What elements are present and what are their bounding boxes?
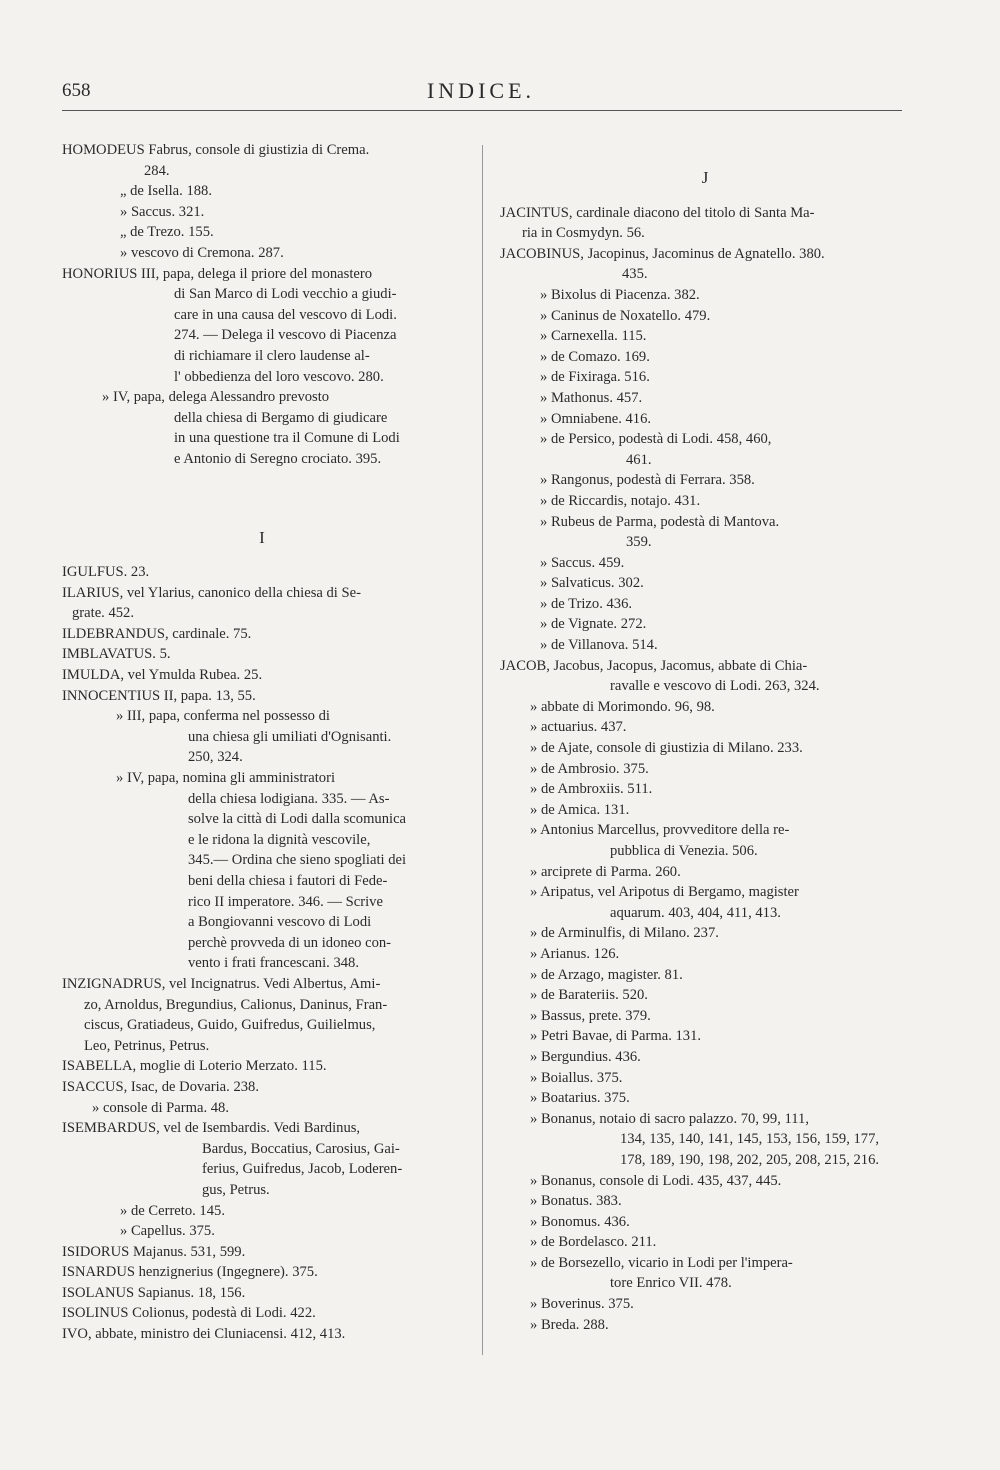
section-letter: I <box>259 527 265 547</box>
index-line: » Omniabene. 416. <box>540 410 652 427</box>
index-line: care in una causa del vescovo di Lodi. <box>174 306 397 323</box>
index-line: » Breda. 288. <box>530 1316 609 1333</box>
index-entry <box>62 140 462 264</box>
index-line: ISABELLA, moglie di Loterio Merzato. 115. <box>62 1058 327 1075</box>
index-line: » Bonanus, console di Lodi. 435, 437, 445. <box>530 1172 782 1189</box>
index-line: » Bonatus. 383. <box>530 1193 622 1210</box>
index-line: » Aripatus, vel Aripotus di Bergamo, magister <box>530 884 799 901</box>
index-entry <box>500 244 910 656</box>
index-entry <box>62 1283 462 1304</box>
index-line: » de Fixiraga. 516. <box>540 369 650 386</box>
header-rule <box>62 110 902 111</box>
index-line: » Caninus de Noxatello. 479. <box>540 307 711 324</box>
index-entry <box>62 686 462 707</box>
index-entry <box>62 1077 462 1118</box>
index-line: » Boverinus. 375. <box>530 1296 634 1313</box>
index-line: JACOBINUS, Jacopinus, Jacominus de Agnatello. 380. <box>500 245 825 262</box>
index-line: » de Cerreto. 145. <box>120 1202 225 1219</box>
index-entry <box>62 1056 462 1077</box>
index-line: grate. 452. <box>72 605 135 622</box>
index-line: » Salvaticus. 302. <box>540 575 644 592</box>
page-number: 658 <box>62 80 91 101</box>
index-line: vento i frati francescani. 348. <box>188 955 359 972</box>
index-line: 134, 135, 140, 141, 145, 153, 156, 159, 177, <box>620 1131 880 1148</box>
index-entry <box>62 1118 462 1242</box>
index-line: » de Bordelasco. 211. <box>530 1234 657 1251</box>
index-line: » Mathonus. 457. <box>540 389 643 406</box>
index-entry <box>62 974 462 1056</box>
index-line: » de Persico, podestà di Lodi. 458, 460, <box>540 431 772 448</box>
index-line: » de Comazo. 169. <box>540 348 650 365</box>
index-entry <box>62 562 462 583</box>
index-line: ILARIUS, vel Ylarius, canonico della chiesa di Se- <box>62 584 361 601</box>
index-entry <box>500 656 910 1336</box>
index-line: ILDEBRANDUS, cardinale. 75. <box>62 625 252 642</box>
index-line: » Boiallus. 375. <box>530 1069 623 1086</box>
index-line: una chiesa gli umiliati d'Ognisanti. <box>188 728 392 745</box>
index-line: ISACCUS, Isac, de Dovaria. 238. <box>62 1078 259 1095</box>
index-line: » Boatarius. 375. <box>530 1090 630 1107</box>
index-line: » Capellus. 375. <box>120 1223 215 1240</box>
index-line: l' obbedienza del loro vescovo. 280. <box>174 368 384 385</box>
left-index-column <box>62 140 462 1345</box>
index-line: » de Ambroxiis. 511. <box>530 781 653 798</box>
index-line: » de Villanova. 514. <box>540 637 658 654</box>
index-line: Leo, Petrinus, Petrus. <box>84 1037 210 1054</box>
index-line: aquarum. 403, 404, 411, 413. <box>610 904 781 921</box>
index-line: e Antonio di Seregno crociato. 395. <box>174 450 382 467</box>
index-line: 274. — Delega il vescovo di Piacenza <box>174 327 397 344</box>
index-line: JACOB, Jacobus, Jacopus, Jacomus, abbate di Chia- <box>500 657 808 674</box>
index-line: » Rubeus de Parma, podestà di Mantova. <box>540 513 780 530</box>
index-line: 345.— Ordina che sieno spogliati dei <box>188 852 407 869</box>
index-line: 284. <box>144 162 170 179</box>
index-line: » IV, papa, nomina gli amministratori <box>116 770 336 787</box>
index-line: JACINTUS, cardinale diacono del titolo di Santa Ma- <box>500 204 815 221</box>
index-line: » Rangonus, podestà di Ferrara. 358. <box>540 472 755 489</box>
index-entry <box>500 203 910 244</box>
index-line: » console di Parma. 48. <box>92 1099 229 1116</box>
index-line: IMULDA, vel Ymulda Rubea. 25. <box>62 667 263 684</box>
index-line: perchè provveda di un idoneo con- <box>188 934 392 951</box>
index-line: INNOCENTIUS II, papa. 13, 55. <box>62 687 256 704</box>
index-line: » de Ambrosio. 375. <box>530 760 649 777</box>
index-line: » III, papa, conferma nel possesso di <box>116 708 330 725</box>
index-line: a Bongiovanni vescovo di Lodi <box>188 914 372 931</box>
right-index-column <box>500 140 910 1335</box>
index-line: solve la città di Lodi dalla scomunica <box>188 811 407 828</box>
index-entry <box>62 1324 462 1345</box>
index-line: ria in Cosmydyn. 56. <box>522 225 645 242</box>
index-line: » IV, papa, delega Alessandro prevosto <box>102 389 330 406</box>
index-line: tore Enrico VII. 478. <box>610 1275 732 1292</box>
index-line: rico II imperatore. 346. — Scrive <box>188 893 383 910</box>
index-line: » Bonanus, notaio di sacro palazzo. 70, 99, 111, <box>530 1110 809 1127</box>
index-line: beni della chiesa i fautori di Fede- <box>188 873 388 889</box>
index-line: » vescovo di Cremona. 287. <box>120 244 284 261</box>
index-line: » de Borsezello, vicario in Lodi per l'impera- <box>530 1254 793 1271</box>
index-line: ravalle e vescovo di Lodi. 263, 324. <box>610 678 820 695</box>
index-entry <box>62 1242 462 1263</box>
index-entry <box>62 665 462 686</box>
index-entry <box>62 583 462 624</box>
index-line: » Bixolus di Piacenza. 382. <box>540 286 700 303</box>
index-line: INZIGNADRUS, vel Incignatrus. Vedi Albertus, Ami- <box>62 975 381 992</box>
index-line: » Saccus. 321. <box>120 203 205 220</box>
index-line: » de Arzago, magister. 81. <box>530 966 683 983</box>
index-line: ISNARDUS henzignerius (Ingegnere). 375. <box>62 1264 318 1281</box>
index-line: 178, 189, 190, 198, 202, 205, 208, 215, 216. <box>620 1151 880 1168</box>
index-line: » Saccus. 459. <box>540 554 625 571</box>
index-line: ferius, Guifredus, Jacob, Loderen- <box>202 1161 403 1178</box>
index-line: » de Ajate, console di giustizia di Milano. 233. <box>530 740 803 757</box>
index-entry <box>62 264 462 388</box>
index-line: » Bonomus. 436. <box>530 1213 630 1230</box>
index-line: ISOLANUS Sapianus. 18, 156. <box>62 1284 246 1301</box>
index-line: 435. <box>622 266 648 283</box>
index-line: Bardus, Boccatius, Carosius, Gai- <box>202 1140 400 1157</box>
index-entry <box>62 624 462 645</box>
index-line: 461. <box>626 451 652 468</box>
index-line: ISEMBARDUS, vel de Isembardis. Vedi Bardinus, <box>62 1120 361 1137</box>
index-entry <box>62 387 462 469</box>
index-line: » de Riccardis, notajo. 431. <box>540 492 701 509</box>
index-line: ISOLINUS Colionus, podestà di Lodi. 422. <box>62 1305 316 1322</box>
index-entry <box>62 706 462 768</box>
index-line: IGULFUS. 23. <box>62 564 150 581</box>
index-line: in una questione tra il Comune di Lodi <box>174 430 400 447</box>
index-entry <box>62 1262 462 1283</box>
index-line: » de Trizo. 436. <box>540 595 633 612</box>
index-line: » actuarius. 437. <box>530 719 627 736</box>
index-line: IVO, abbate, ministro dei Cluniacensi. 412, 413. <box>62 1326 346 1343</box>
running-title: INDICE. <box>426 78 536 103</box>
index-line: IMBLAVATUS. 5. <box>62 646 171 663</box>
index-line: di richiamare il clero laudense al- <box>174 347 370 364</box>
index-entry <box>62 644 462 665</box>
index-line: » de Arminulfis, di Milano. 237. <box>530 925 719 942</box>
index-entry <box>62 1303 462 1324</box>
index-line: » Antonius Marcellus, provveditore della re- <box>530 822 790 839</box>
index-line: di San Marco di Lodi vecchio a giudi- <box>174 286 397 303</box>
index-line: HONORIUS III, papa, delega il priore del monastero <box>62 265 373 282</box>
index-line: » Bassus, prete. 379. <box>530 1007 651 1024</box>
index-line: ciscus, Gratiadeus, Guido, Guifredus, Guilielmus, <box>84 1017 376 1034</box>
index-line: „ de Isella. 188. <box>120 183 212 200</box>
index-line: zo, Arnoldus, Bregundius, Calionus, Daninus, Fran- <box>84 996 388 1013</box>
index-line: della chiesa di Bergamo di giudicare <box>174 409 388 426</box>
index-line: 359. <box>626 534 652 551</box>
index-line: e le ridona la dignità vescovile, <box>188 831 371 848</box>
index-line: » Petri Bavae, di Parma. 131. <box>530 1028 702 1045</box>
page-header <box>62 78 900 110</box>
index-line: 250, 324. <box>188 749 243 766</box>
index-line: » abbate di Morimondo. 96, 98. <box>530 698 715 715</box>
index-line: » de Barateriis. 520. <box>530 987 648 1004</box>
index-line: „ de Trezo. 155. <box>120 224 214 241</box>
index-line: » Bergundius. 436. <box>530 1048 641 1065</box>
column-divider <box>482 145 483 1355</box>
index-line: » Arianus. 126. <box>530 945 620 962</box>
index-line: » de Amica. 131. <box>530 801 630 818</box>
index-line: gus, Petrus. <box>202 1181 270 1198</box>
index-entry <box>62 768 462 974</box>
index-line: ISIDORUS Majanus. 531, 599. <box>62 1243 246 1260</box>
index-line: HOMODEUS Fabrus, console di giustizia di Crema. <box>62 142 370 158</box>
index-line: » de Vignate. 272. <box>540 616 647 633</box>
index-line: della chiesa lodigiana. 335. — As- <box>188 790 390 807</box>
index-line: pubblica di Venezia. 506. <box>610 843 758 859</box>
section-letter: J <box>701 168 709 187</box>
index-line: » Carnexella. 115. <box>540 328 647 345</box>
index-line: » arciprete di Parma. 260. <box>530 863 681 880</box>
